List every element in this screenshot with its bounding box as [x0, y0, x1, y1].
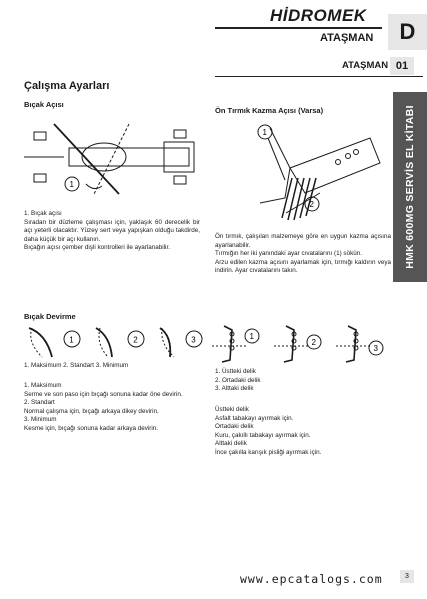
blade-tilt-line-5: 3. Minimum — [24, 416, 57, 424]
blade-angle-callout: 1 — [69, 180, 74, 189]
tilt-callout-2: 2 — [133, 335, 138, 345]
page-number: 3 — [400, 570, 414, 583]
ripper-angle-line-2: Tırmığın her iki yanındaki ayar cıvatalarını (1) sökün. — [215, 250, 362, 258]
blade-tilt-line-6: Kesme için, bıçağı sonuna kadar arkaya devirin. — [24, 424, 159, 432]
holes-line-5: Alttaki delik — [215, 440, 247, 448]
header-divider — [215, 27, 382, 29]
holes-line-1: Üstteki delik — [215, 406, 249, 413]
section-title: ATAŞMAN — [320, 32, 374, 44]
blade-angle-line-2: Sıradan bir düzleme çalışması için, yaklaşık 60 derecelik bir açı yeterli olacaktır. Yüzey sert veya yapışkan olduğu takdirde, daha küçük bir açı kullanın. — [24, 218, 200, 243]
subsection-number: 01 — [390, 57, 414, 75]
holes-text — [215, 406, 391, 458]
holes-line-6: İnce çakılla karışık pisliği ayırmak için. — [215, 448, 322, 456]
subsection-title: ATAŞMAN — [342, 60, 389, 71]
ripper-angle-diagram — [230, 118, 390, 228]
blade-angle-diagram — [24, 112, 204, 202]
blade-tilt-line-2: Serme ve son paso için bıçağı sonuna kadar öne devirin. — [24, 390, 183, 398]
hole-callout-3: 3 — [373, 344, 378, 353]
holes-list-item-1: 1. Üstteki delik — [215, 368, 256, 375]
tilt-callout-1: 1 — [69, 335, 74, 345]
blade-tilt-line-4: Normal çalışma için, bıçağı arkaya dikey devirin. — [24, 407, 159, 415]
holes-list-item-3: 3. Alttaki delik — [215, 385, 254, 393]
blade-tilt-diagram — [24, 322, 219, 362]
hole-callout-1: 1 — [249, 332, 254, 341]
blade-tilt-caption: 1. Maksimum 2. Standart 3. Minimum — [24, 362, 129, 369]
blade-angle-text — [24, 210, 200, 253]
ripper-angle-line-1: Ön tırmık, çalışılan malzemeye göre en uygun kazma açısına ayarlanabilir. — [215, 233, 391, 249]
ripper-callout-2: 2 — [309, 200, 314, 209]
blade-angle-heading: Bıçak Açısı — [24, 100, 64, 109]
blade-angle-line-3: Bıçağın açısı çember dişli kontrolleri ile ayarlanabilir. — [24, 244, 170, 252]
ripper-angle-text — [215, 233, 391, 276]
subsection-divider — [215, 76, 423, 77]
holes-line-4: Kuru, çakıllı tabakayı ayırmak için. — [215, 431, 311, 439]
holes-list — [215, 368, 261, 394]
ripper-angle-line-3: Arzu edilen kazma açısını ayarlamak için, tırmığı kaldırın veya indirin. Ayar cıvatalarını takın. — [215, 258, 391, 275]
blade-tilt-line-3: 2. Standart — [24, 399, 55, 407]
blade-angle-line-1: 1. Bıçak açısı — [24, 210, 62, 217]
ripper-angle-heading: Ön Tırmık Kazma Açısı (Varsa) — [215, 106, 324, 115]
brand-logo: HİDROMEK — [270, 6, 367, 25]
holes-list-item-2: 2. Ortadaki delik — [215, 376, 261, 384]
blade-tilt-line-1: 1. Maksimum — [24, 382, 62, 389]
blade-tilt-text — [24, 382, 209, 434]
ripper-callout-1: 1 — [262, 128, 267, 137]
page-title: Çalışma Ayarları — [24, 80, 110, 92]
holes-line-3: Ortadaki delik — [215, 423, 254, 431]
footer-url: www.epcatalogs.com — [240, 572, 383, 586]
tilt-callout-3: 3 — [191, 335, 196, 345]
hole-callout-2: 2 — [311, 338, 316, 347]
holes-line-2: Asfalt tabakayı ayırmak için. — [215, 414, 294, 422]
side-title: HMK 600MG SERVİS EL KİTABI — [404, 105, 416, 269]
ripper-holes-diagram — [212, 322, 392, 364]
blade-tilt-heading: Bıçak Devirme — [24, 312, 76, 321]
section-letter-tab: D — [388, 14, 427, 50]
